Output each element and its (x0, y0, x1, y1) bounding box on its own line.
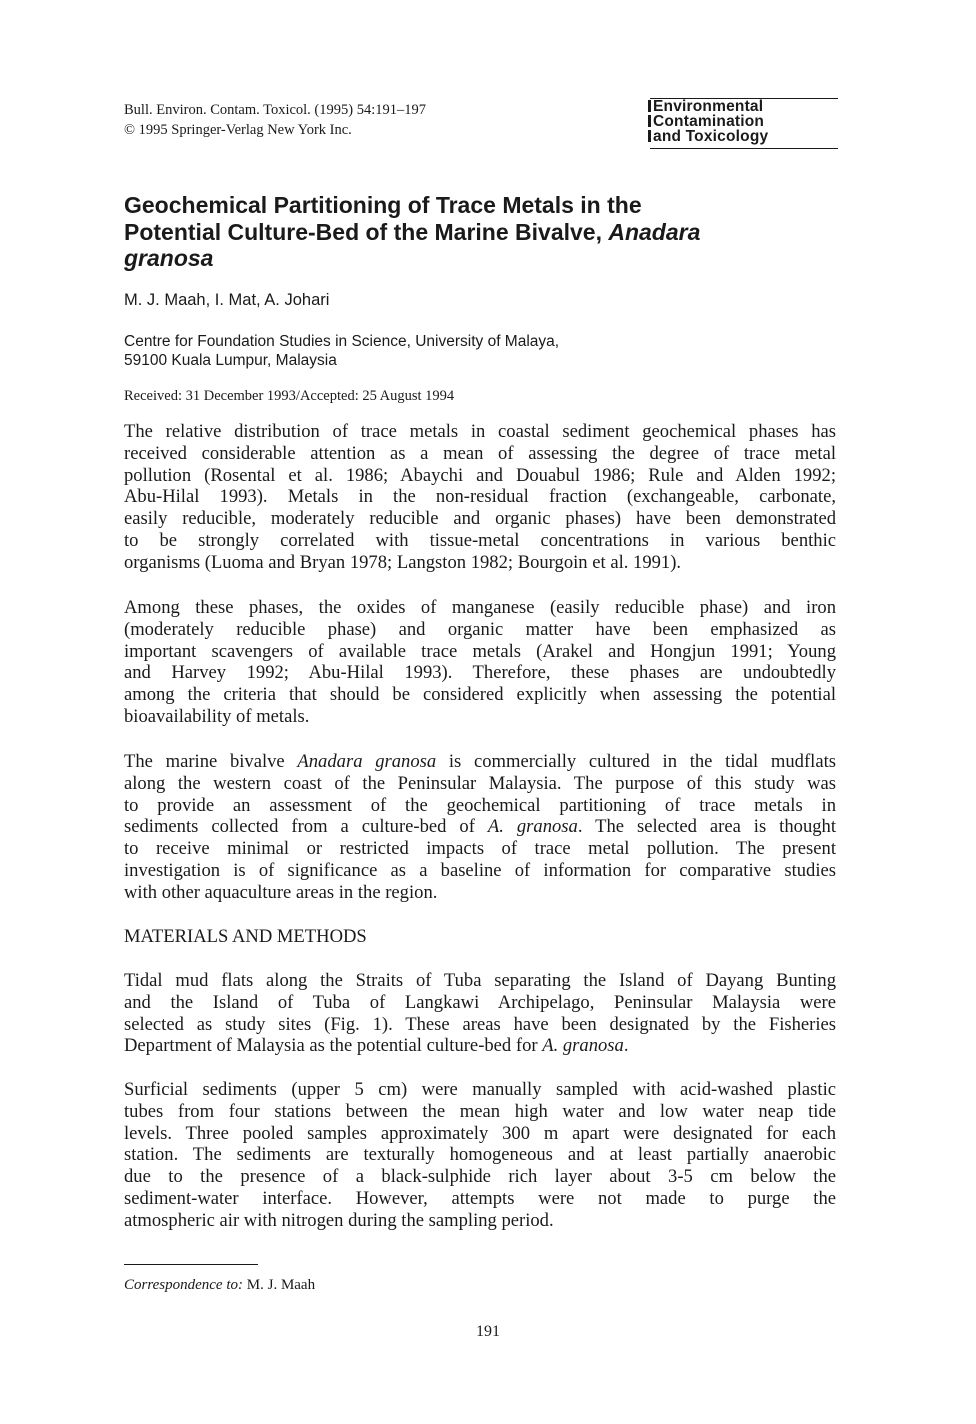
affiliation-line-1: Centre for Foundation Studies in Science, University of Malaya, (124, 333, 560, 350)
journal-logo (648, 99, 838, 144)
species-name: A. granosa (542, 1035, 624, 1057)
p5-line: Surficial sediments (upper 5 cm) were manually sampled with acid-washed plastic (124, 1079, 836, 1100)
species-name: Anadara granosa (297, 751, 437, 772)
p2-line: important scavengers of available trace metals (Arakel and Hongjun 1991; Young (124, 640, 836, 662)
citation-line-2: © 1995 Springer-Verlag New York Inc. (124, 122, 352, 138)
p2-line: and Harvey 1992; Abu-Hilal 1993). Therefore, these phases are undoubtedly (124, 662, 836, 684)
affiliation-line-2: 59100 Kuala Lumpur, Malaysia (124, 351, 337, 369)
p2-line: bioavailability of metals. (124, 705, 310, 727)
p5-line: levels. Three pooled samples approximately 300 m apart were designated for each (124, 1122, 836, 1144)
paragraph-4 (124, 970, 836, 1057)
section-heading: MATERIALS AND METHODS (124, 926, 367, 947)
p3-line: investigation is of significance as a baseline of information for comparative studies (124, 859, 836, 881)
p4-line: Department of Malaysia as the potential culture-bed for A. granosa. (124, 1035, 629, 1057)
citation-block (124, 100, 544, 140)
p4-line: Tidal mud flats along the Straits of Tuba separating the Island of Dayang Bunting (124, 970, 836, 991)
p4-line: selected as study sites (Fig. 1). These areas have been designated by the Fisheries (124, 1013, 836, 1035)
journal-logo-line-3: and Toxicology (648, 129, 838, 144)
p3-line: The marine bivalve Anadara granosa is commercially cultured in the tidal mudflats (124, 751, 836, 772)
citation-line-1: Bull. Environ. Contam. Toxicol. (1995) 54:191–197 (124, 102, 426, 118)
p2-line: Among these phases, the oxides of manganese (easily reducible phase) and iron (124, 597, 836, 618)
authors: M. J. Maah, I. Mat, A. Johari (124, 291, 330, 309)
paragraph-2 (124, 597, 836, 728)
title-line-1: Geochemical Partitioning of Trace Metals in the (124, 192, 642, 218)
p5-line: due to the presence of a black-sulphide rich layer about 3-5 cm below the (124, 1166, 836, 1188)
title-line-3: granosa (124, 245, 214, 271)
p5-line: station. The sediments are texturally homogeneous and at least partially anaerobic (124, 1144, 836, 1166)
p3-line: with other aquaculture areas in the region. (124, 881, 438, 903)
p5-line: tubes from four stations between the mean high water and low water neap tide (124, 1100, 836, 1122)
p1-line: easily reducible, moderately reducible and organic phases) have been demonstrated (124, 508, 836, 530)
p3-line: to receive minimal or restricted impacts of trace metal pollution. The present (124, 838, 836, 860)
received-dates: Received: 31 December 1993/Accepted: 25 August 1994 (124, 388, 455, 404)
p4-line: and the Island of Tuba of Langkawi Archipelago, Peninsular Malaysia were (124, 991, 836, 1013)
journal-logo-line-2: Contamination (648, 114, 838, 129)
paragraph-5 (124, 1079, 836, 1232)
p3-line: to provide an assessment of the geochemical partitioning of trace metals in (124, 794, 836, 816)
journal-logo-line-1: Environmental (648, 99, 838, 114)
page-number: 191 (476, 1323, 500, 1340)
p1-line: to be strongly correlated with tissue-metal concentrations in various benthic (124, 529, 836, 551)
p5-line: sediment-water interface. However, attempts were not made to purge the (124, 1187, 836, 1209)
footnote-label: Correspondence to: (124, 1277, 244, 1293)
footnote-rule (124, 1264, 258, 1265)
p5-line: atmospheric air with nitrogen during the sampling period. (124, 1209, 554, 1231)
paragraph-3 (124, 751, 836, 904)
p1-line: The relative distribution of trace metals in coastal sediment geochemical phases has (124, 421, 836, 442)
title-genus: Anadara (608, 218, 701, 245)
footnote (124, 1276, 315, 1294)
p1-line: pollution (Rosental et al. 1986; Abaychi and Douabul 1986; Rule and Alden 1992; (124, 464, 836, 486)
p3-line: along the western coast of the Peninsular Malaysia. The purpose of this study was (124, 772, 836, 794)
p1-line: Abu-Hilal 1993). Metals in the non-residual fraction (exchangeable, carbonate, (124, 486, 836, 508)
title-line-2: Potential Culture-Bed of the Marine Bivalve, Anadara (124, 218, 701, 245)
p2-line: among the criteria that should be considered explicitly when assessing the potential (124, 684, 836, 706)
logo-rule-bottom (650, 148, 838, 149)
paragraph-1 (124, 421, 836, 574)
p2-line: (moderately reducible phase) and organic matter have been emphasized as (124, 618, 836, 640)
p1-line: organisms (Luoma and Bryan 1978; Langston 1982; Bourgoin et al. 1991). (124, 551, 682, 573)
p1-line: received considerable attention as a mean of assessing the degree of trace metal (124, 442, 836, 464)
species-name: A. granosa (487, 816, 578, 838)
footnote-name: M. J. Maah (243, 1277, 316, 1293)
affiliation (124, 333, 744, 370)
p3-line: sediments collected from a culture-bed of A. granosa. The selected area is thought (124, 816, 836, 838)
article-title (124, 192, 824, 272)
